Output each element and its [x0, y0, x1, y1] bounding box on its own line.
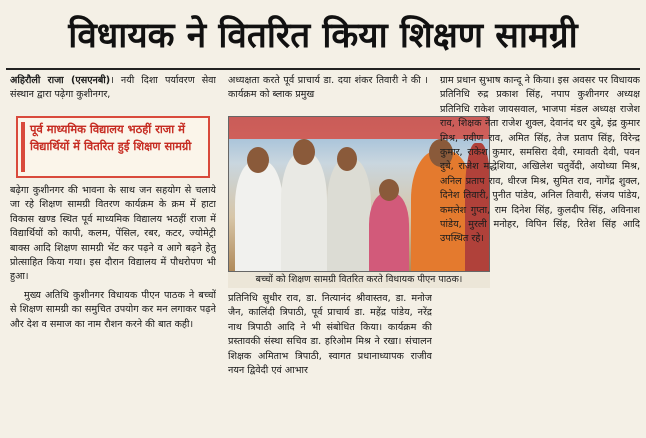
lead-text: । नयी दिशा पर्यावरण सेवा संस्थान द्वारा पढ़ेगा कुशीनगर, — [10, 75, 216, 101]
column-3-text: ग्राम प्रधान सुभाष कान्दू ने किया। इस अवसर पर विधायक प्रतिनिधि रुद्र प्रकाश सिंह, नपाप कुशीनगर अध्यक्ष प्रतिनिधि राकेश जायसवाल, भाजपा मंडल अध्यक्ष राजेश राव, शिक्षक नेता राजेश शुक्ल, देवानंद धर दुबे, इंद्र कुमार मिश्र, प्रवीण राव, अमित सिंह, तेज प्रताप सिंह, विरेन्द्र कुमार, राकेश कुमार, समसिरा देवी, रमावती देवी, पवन दुबे, राजेश मद्धेशिया, अखिलेश चतुर्वेदी, अयोध्या मिश्र, अनिल प्रताप राव, धीरज मिश्र, सुमित राव, नागेंद्र शुक्ल, दिनेश तिवारी, पुनीत पांडेय, अनिल तिवारी, संजय पांडेय, कमलेश गुप्ता, राम दिनेश सिंह, कुलदीप सिंह, अविनाश पांडेय, मुरली मनोहर, विपिन सिंह, रितेश सिंह आदि उपस्थित रहे। — [440, 75, 640, 245]
photo-caption: बच्चों को शिक्षण सामग्री वितरित करते विधायक पीएन पाठक। — [228, 272, 490, 288]
photo-person — [327, 159, 371, 271]
photo-person — [281, 153, 327, 271]
photo-person — [235, 161, 283, 271]
headline: विधायक ने वितरित किया शिक्षण सामग्री — [68, 15, 578, 56]
subheadline: पूर्व माध्यमिक विद्यालय भठहीं राजा में विद्यार्थियों में वितरित हुई शिक्षण सामग्री — [30, 122, 192, 153]
photo-head — [247, 147, 269, 173]
photo-head — [379, 179, 399, 201]
column-2-bottom — [228, 292, 432, 434]
subheadline-box — [16, 116, 210, 178]
paragraph-2: मुख्य अतिथि कुशीनगर विधायक पीएन पाठक ने बच्चों से शिक्षण सामग्री का समुचित उपयोग कर मन लगाकर पढ़ने और देश व समाज का नाम रौशन करने की बात कही। — [10, 289, 216, 330]
column-3 — [440, 74, 640, 434]
photo-head — [293, 139, 315, 165]
headline-rule — [6, 68, 640, 70]
dateline: अहिरौली राजा (एसएनबी) — [10, 75, 111, 86]
paragraph-1: बढ़ेगा कुशीनगर की भावना के साथ जन सहयोग से चलाये जा रहे शिक्षण सामग्री वितरण कार्यक्रम के क्रम में हाटा विकास खण्ड स्थित पूर्व माध्यमिक विद्यालय भठहीं राजा में विद्यार्थियों को कापी, कलम, पेंसिल, रबर, कटर, ज्योमेट्री बाक्स आदि शिक्षण सामग्री भेंट कर पढ़ने व आगे बढ़ने हेतु प्रोत्साहित किया गया। इस दौरान विद्यालय में पौधरोपण भी हुआ। — [10, 185, 216, 283]
column-1-body — [10, 184, 216, 434]
lead-paragraph — [10, 74, 216, 116]
column-2-top — [228, 74, 428, 114]
photo-person — [369, 193, 409, 271]
column-2-top-text: अध्यक्षता करते पूर्व प्राचार्य डा. दया शंकर तिवारी ने की । कार्यक्रम को ब्लाक प्रमुख — [228, 75, 428, 101]
photo-head — [337, 147, 357, 171]
column-2-bottom-text: प्रतिनिधि सुधीर राव, डा. नित्यानंद श्रीवास्तव, डा. मनोज जैन, कालिंदी त्रिपाठी, पूर्व प्राचार्य डा. महेंद्र पांडेय, नरेंद्र नाथ त्रिपाठी आदि ने भी संबोधित किया। कार्यक्रम की प्रस्तावकी संस्था सचिव डा. हरिओम मिश्र ने रखा। संचालन शिक्षक अमिताभ त्रिपाठी, स्वागत प्रधानाध्यापक राजीव नयन द्विवेदी एवं आभार — [228, 293, 432, 377]
